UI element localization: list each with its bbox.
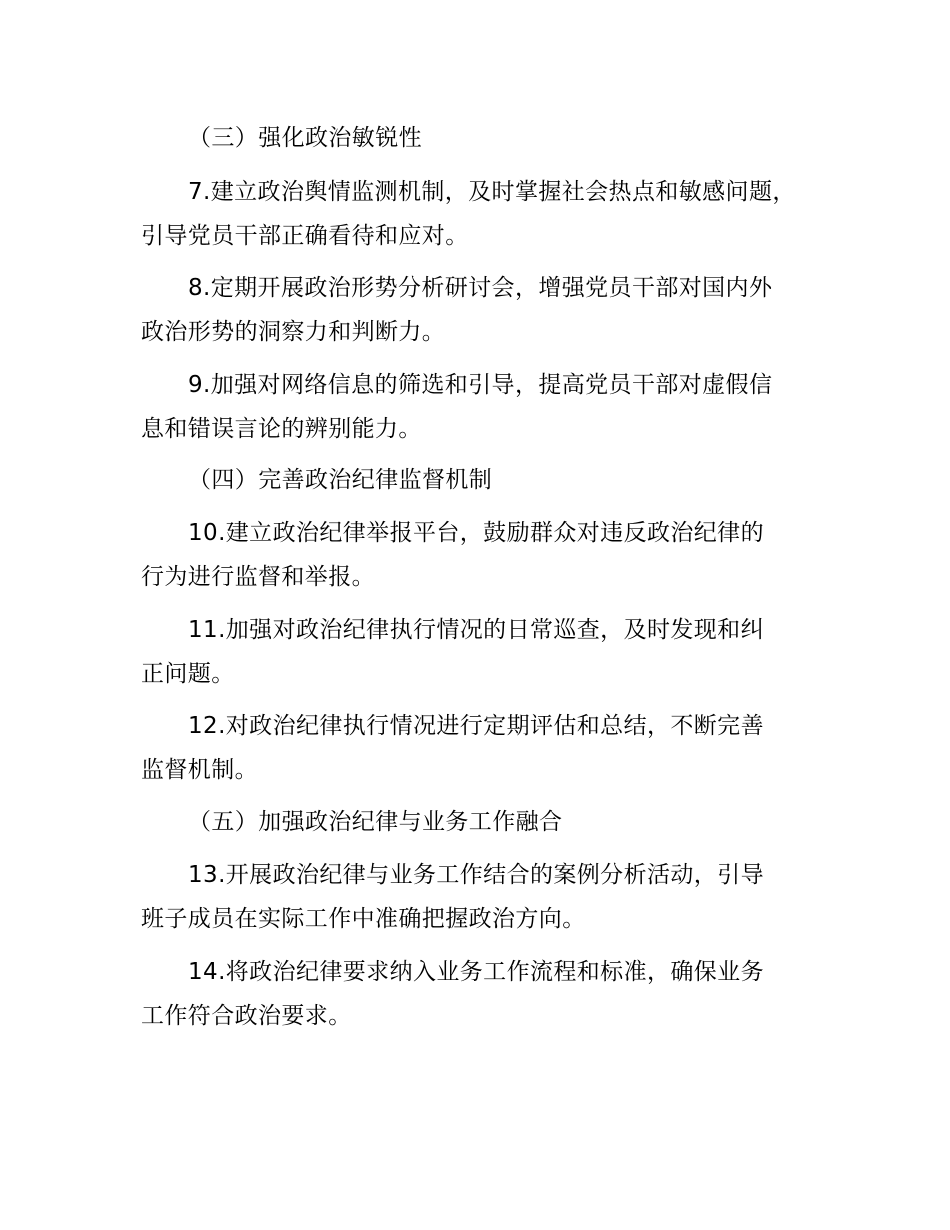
item-10-line-2: 行为进行监督和举报。 <box>141 564 375 590</box>
item-9-line-1: 9.加强对网络信息的筛选和引导，提高党员干部对虚假信 <box>188 372 773 398</box>
item-8-line-2: 政治形势的洞察力和判断力。 <box>141 319 446 345</box>
item-11-line-2: 正问题。 <box>141 661 235 687</box>
item-11-line-1: 11.加强对政治纪律执行情况的日常巡查，及时发现和纠 <box>188 617 764 643</box>
item-14-line-1: 14.将政治纪律要求纳入业务工作流程和标准，确保业务 <box>188 959 764 985</box>
item-7-line-2: 引导党员干部正确看待和应对。 <box>141 223 469 249</box>
section-heading-3: （三）强化政治敏锐性 <box>188 125 422 151</box>
item-8-line-1: 8.定期开展政治形势分析研讨会，增强党员干部对国内外 <box>188 275 773 301</box>
item-13-line-2: 班子成员在实际工作中准确把握政治方向。 <box>141 906 586 932</box>
item-13-line-1: 13.开展政治纪律与业务工作结合的案例分析活动，引导 <box>188 862 764 888</box>
item-14-line-2: 工作符合政治要求。 <box>141 1003 352 1029</box>
item-9-line-2: 息和错误言论的辨别能力。 <box>141 416 422 442</box>
item-12-line-2: 监督机制。 <box>141 757 258 783</box>
item-12-line-1: 12.对政治纪律执行情况进行定期评估和总结，不断完善 <box>188 713 764 739</box>
section-heading-5: （五）加强政治纪律与业务工作融合 <box>188 809 563 835</box>
item-10-line-1: 10.建立政治纪律举报平台，鼓励群众对违反政治纪律的 <box>188 520 764 546</box>
item-7-line-1: 7.建立政治舆情监测机制，及时掌握社会热点和敏感问题， <box>188 179 796 205</box>
section-heading-4: （四）完善政治纪律监督机制 <box>188 467 493 493</box>
